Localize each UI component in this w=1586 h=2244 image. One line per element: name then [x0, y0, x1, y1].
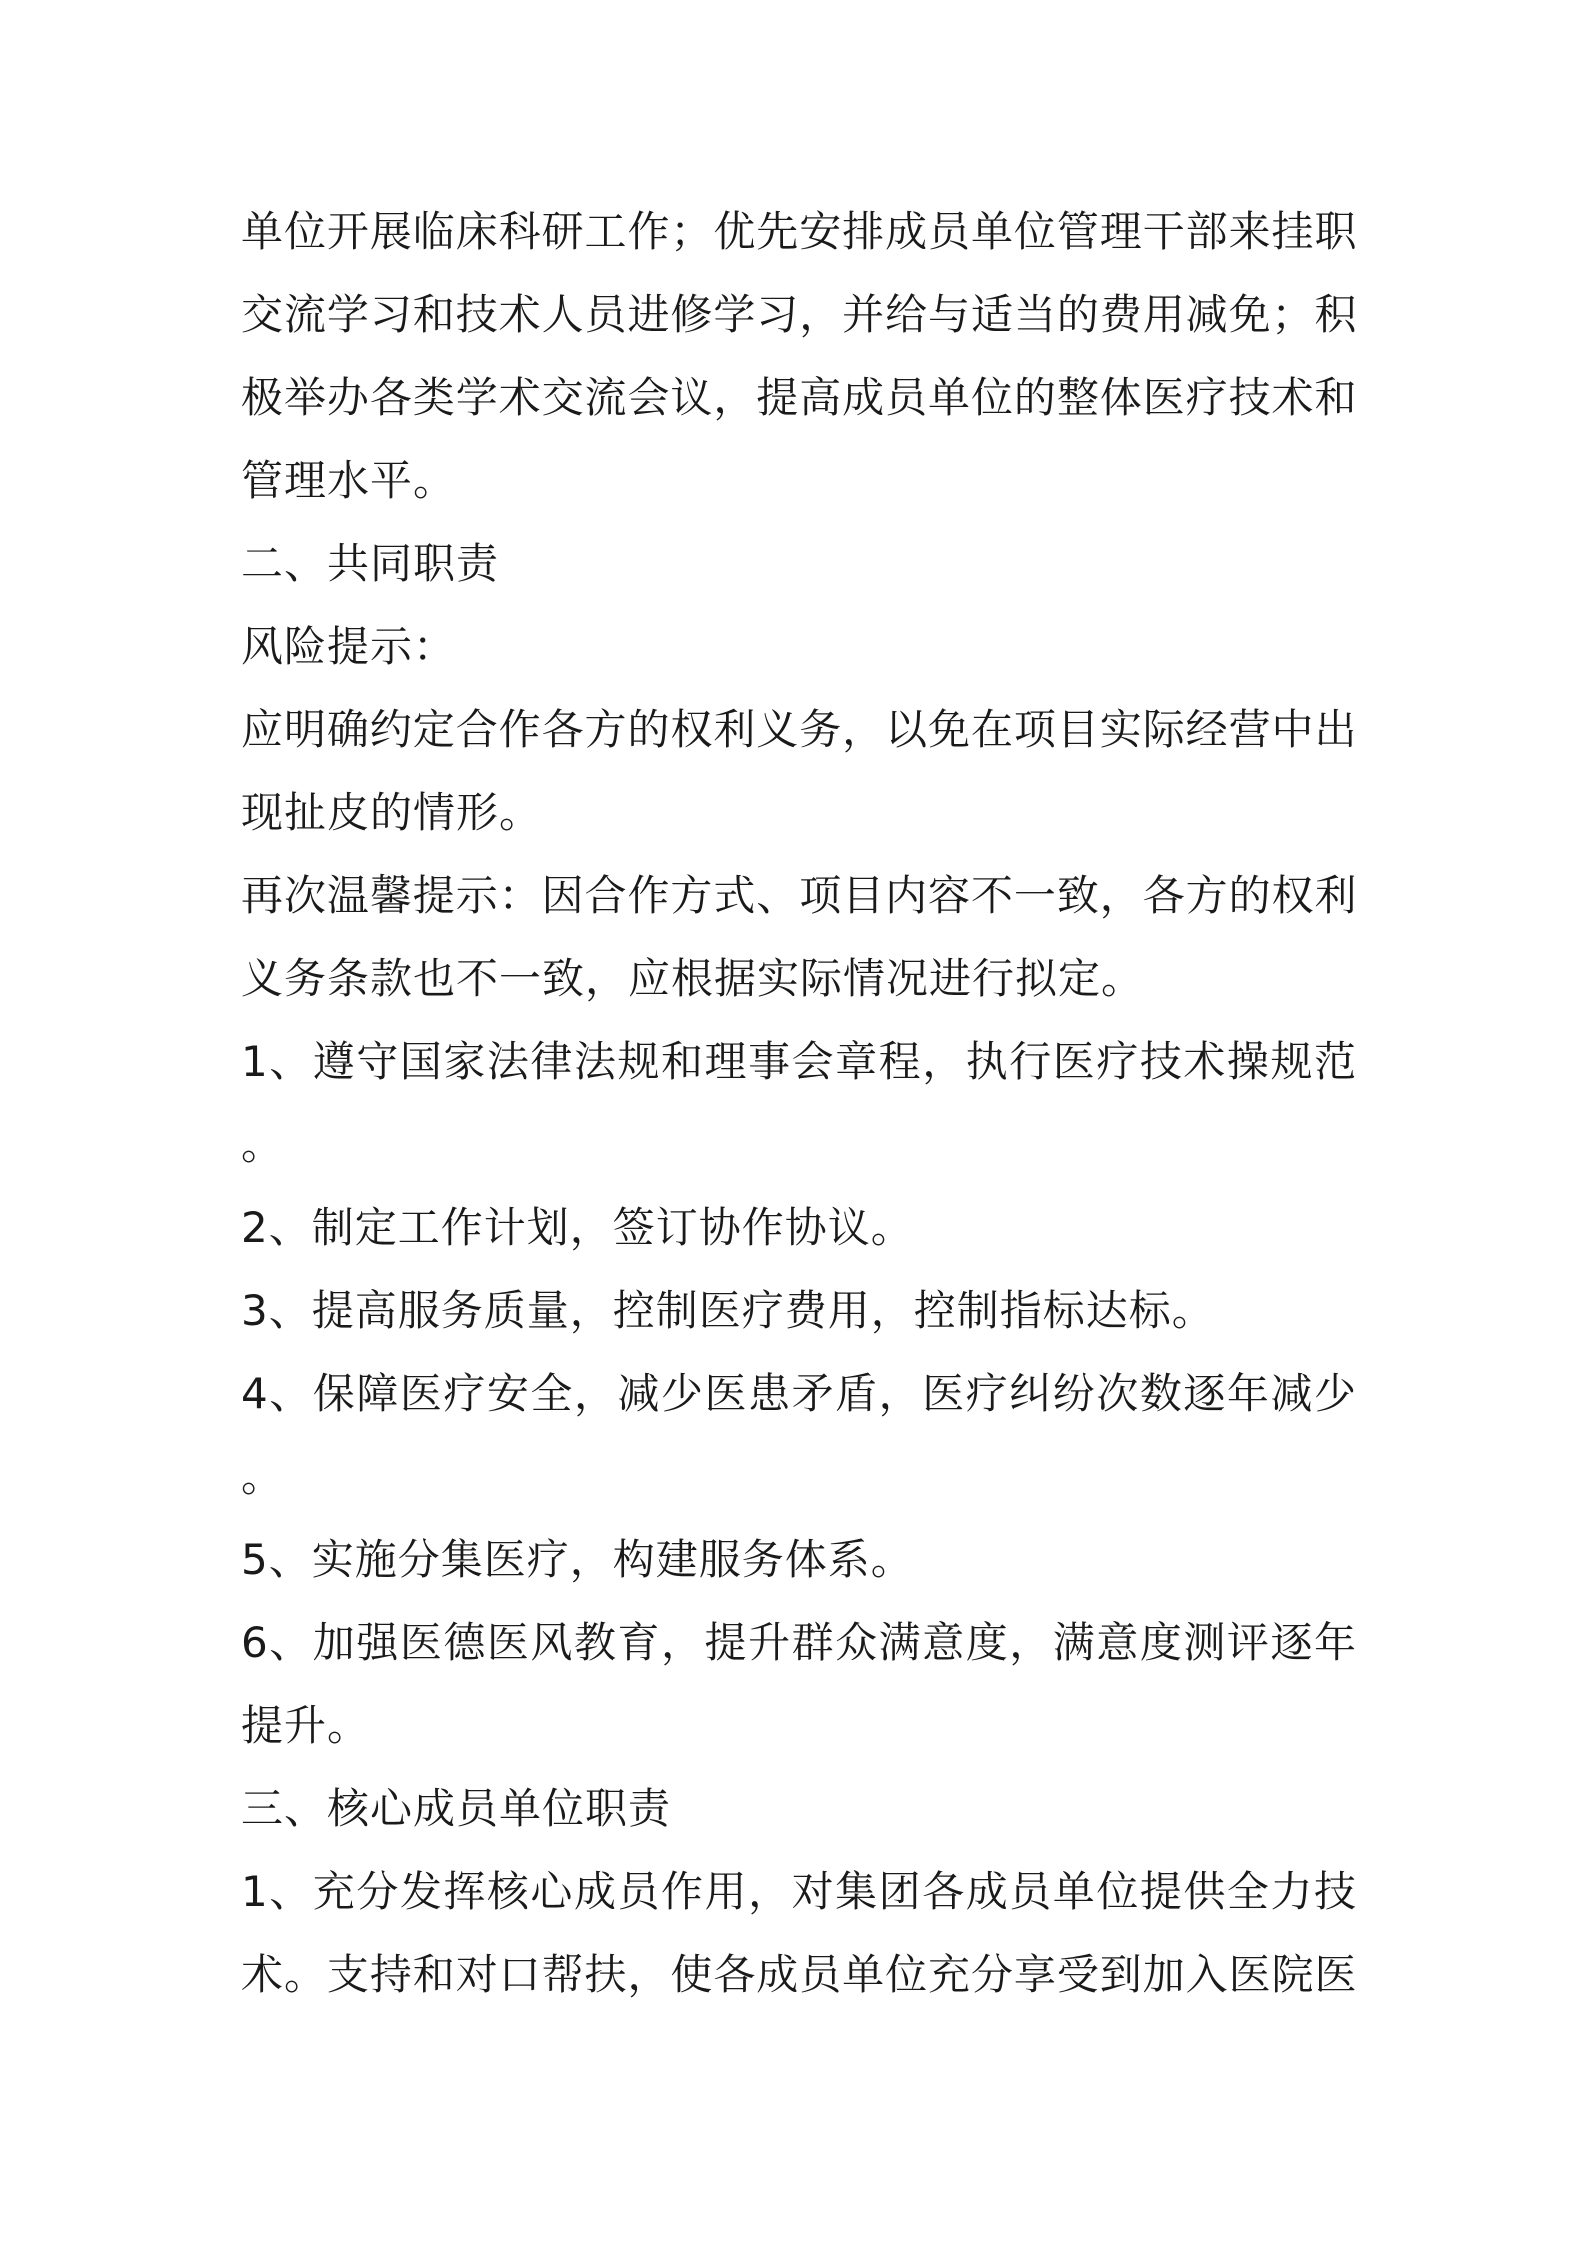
list-item-3: 3、提高服务质量，控制医疗费用，控制指标达标。 — [241, 1286, 1215, 1335]
core-list-item-1-continuation: 术。支持和对口帮扶，使各成员单位充分享受到加入医院医 — [241, 1950, 1357, 1999]
core-list-item-1: 1、充分发挥核心成员作用，对集团各成员单位提供全力技 — [241, 1867, 1357, 1916]
list-item-1-continuation: 。 — [241, 1120, 285, 1169]
section-heading-shared-duties: 二、共同职责 — [241, 539, 500, 588]
text-line-3: 极举办各类学术交流会议，提高成员单位的整体医疗技术和 — [241, 373, 1357, 422]
list-item-4-continuation: 。 — [241, 1452, 285, 1501]
text-line-4: 管理水平。 — [241, 456, 457, 505]
text-line-7: 应明确约定合作各方的权利义务，以免在项目实际经营中出 — [241, 705, 1357, 754]
text-line-1: 单位开展临床科研工作；优先安排成员单位管理干部来挂职 — [241, 207, 1357, 256]
risk-notice-label: 风险提示： — [241, 622, 457, 671]
list-item-2: 2、制定工作计划，签订协作协议。 — [241, 1203, 914, 1252]
list-item-6: 6、加强医德医风教育，提升群众满意度，满意度测评逐年 — [241, 1618, 1357, 1667]
list-item-5: 5、实施分集医疗，构建服务体系。 — [241, 1535, 914, 1584]
document-body — [241, 190, 1357, 2016]
text-line-9: 再次温馨提示：因合作方式、项目内容不一致，各方的权利 — [241, 871, 1357, 920]
text-line-8: 现扯皮的情形。 — [241, 788, 543, 837]
text-line-10: 义务条款也不一致，应根据实际情况进行拟定。 — [241, 954, 1145, 1003]
list-item-4: 4、保障医疗安全，减少医患矛盾，医疗纠纷次数逐年减少 — [241, 1369, 1357, 1418]
section-heading-core-member-duties: 三、核心成员单位职责 — [241, 1784, 672, 1833]
list-item-6-continuation: 提升。 — [241, 1701, 371, 1750]
text-line-2: 交流学习和技术人员进修学习，并给与适当的费用减免；积 — [241, 290, 1357, 339]
list-item-1: 1、遵守国家法律法规和理事会章程，执行医疗技术操规范 — [241, 1037, 1357, 1086]
